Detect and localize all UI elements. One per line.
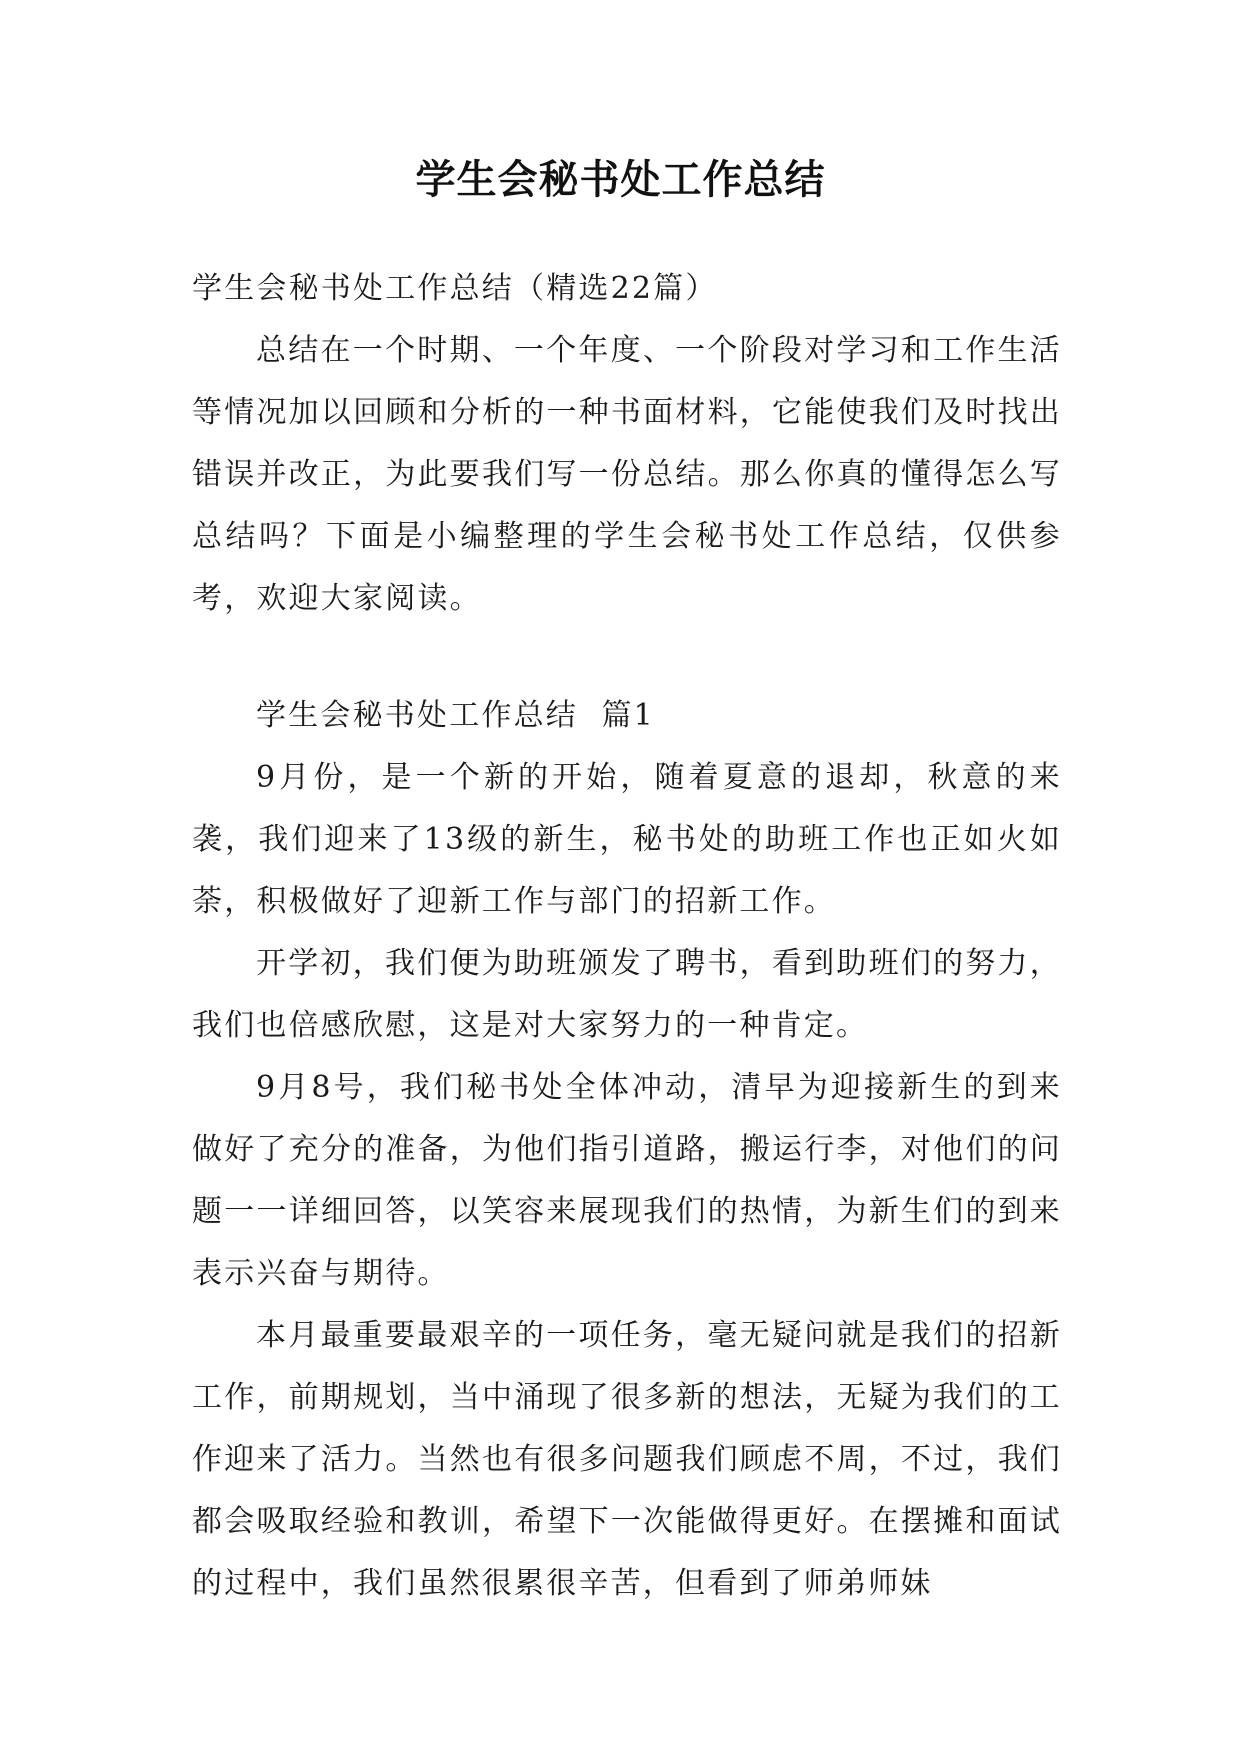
paragraph-spacer (192, 630, 1062, 685)
document-subtitle: 学生会秘书处工作总结（精选22篇） (192, 271, 718, 306)
body-paragraph: 9月8号，我们秘书处全体冲动，清早为迎接新生的到来做好了充分的准备，为他们指引道路，搬运行李，对他们的问题一一详细回答，以笑容来展现我们的热情，为新生们的到来表示兴奋与期待。 (192, 1070, 1062, 1291)
document-title: 学生会秘书处工作总结 (415, 156, 826, 203)
document-body (192, 258, 1062, 1615)
body-paragraph: 开学初，我们便为助班颁发了聘书，看到助班们的努力，我们也倍感欣慰，这是对大家努力的一种肯定。 (192, 946, 1062, 1043)
body-paragraph: 9月份，是一个新的开始，随着夏意的退却，秋意的来袭，我们迎来了13级的新生，秘书处的助班工作也正如火如荼，积极做好了迎新工作与部门的招新工作。 (192, 760, 1062, 919)
body-paragraph: 本月最重要最艰辛的一项任务，毫无疑问就是我们的招新工作，前期规划，当中涌现了很多新的想法，无疑为我们的工作迎来了活力。当然也有很多问题我们顾虑不周，不过，我们都会吸取经验和教训，希望下一次能做得更好。在摆摊和面试的过程中，我们虽然很累很辛苦，但看到了师弟师妹 (192, 1318, 1062, 1601)
section-heading: 学生会秘书处工作总结 篇1 (256, 698, 655, 733)
intro-paragraph: 总结在一个时期、一个年度、一个阶段对学习和工作生活等情况加以回顾和分析的一种书面材料，它能使我们及时找出错误并改正，为此要我们写一份总结。那么你真的懂得怎么写总结吗？下面是小编整理的学生会秘书处工作总结，仅供参考，欢迎大家阅读。 (192, 333, 1062, 616)
